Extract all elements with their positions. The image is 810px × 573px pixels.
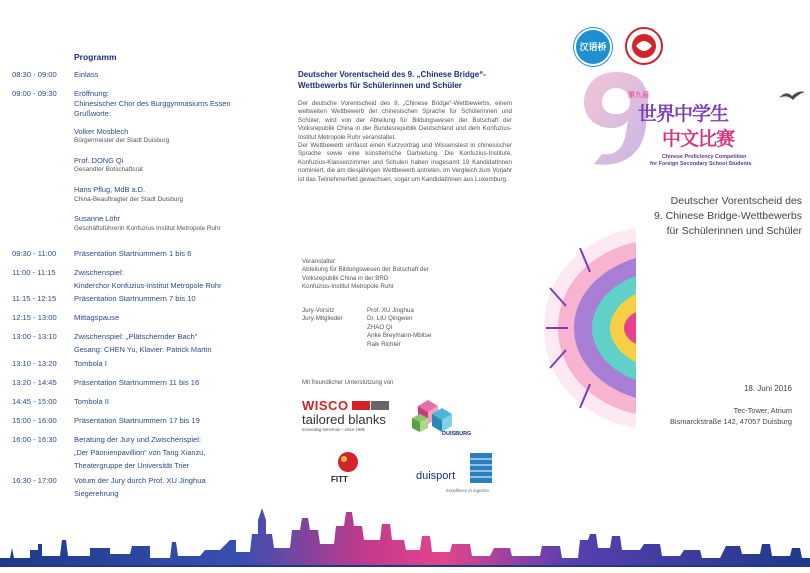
cover-title-line: Deutscher Vorentscheid des: [670, 195, 802, 207]
jury-member: Prof. XU Jinghua: [367, 307, 414, 314]
wisco-name: WISCO: [302, 398, 349, 413]
chinese-bridge-badge: 汉语桥: [574, 28, 612, 66]
program-title: Programm: [74, 52, 117, 62]
event-heading-line: Wettbewerbs für Schülerinnen und Schüler: [298, 80, 462, 90]
speaker-role: Gesandter Botschaftsrat: [74, 166, 143, 173]
schedule-time: 08:30 - 09:00: [12, 70, 57, 79]
speaker-role: Bürgermeister der Stadt Duisburg: [74, 137, 170, 144]
schedule-time: 15:00 - 16:00: [12, 416, 57, 425]
event-address: [540, 405, 792, 427]
speaker-role: Geschäftsführerin Konfuzius Institut Metropole Ruhr: [74, 225, 221, 232]
schedule-desc: Präsentation Startnummern 7 bis 10: [74, 294, 196, 303]
interlude-detail: Theatergruppe der Universität Trier: [74, 461, 190, 470]
event-description: [298, 100, 512, 184]
speaker-role: China-Beauftragter der Stadt Duisburg: [74, 196, 184, 203]
wisco-grey-bar: [371, 401, 389, 410]
support-label: Mit freundlicher Unterstützung von: [302, 380, 394, 386]
bird-icon: [778, 88, 806, 102]
competition-name-en: [650, 154, 752, 167]
address-line: Bismarckstraße 142, 47057 Duisburg: [669, 417, 792, 426]
jury-chair-label: Jury-Vorsitz: [302, 307, 335, 314]
speaker-name: Volker Mosblech: [74, 127, 129, 136]
greetings-label: Grußworte:: [74, 109, 111, 118]
schedule-desc: Votum der Jury durch Prof. XU Jinghua: [74, 476, 206, 485]
schedule-time: 13:10 - 13:20: [12, 359, 57, 368]
cover-title: [540, 194, 802, 239]
description-paragraph: Der Wettbewerb umfasst einen Kurzvortrag und Wissenstest in chinesischer Sprache sowie eine künstlerische Darbietung. Die Konfuzius-Institute, Konfuzius-Klassenzimmer und Schulen haben insgesamt 19 KandidatInnen nominiert, die am diesjährigen Wettbewerb antreten. Im Vergleich zum Vorjahr ist das Teilnehmerfeld gewachsen, sogar um KandidatInnen aus Luxemburg.: [298, 142, 512, 183]
city-skyline-graphic: [0, 500, 810, 573]
event-heading: [298, 70, 518, 91]
jury-member: Dr. LIU Qingwen: [367, 315, 413, 323]
schedule-desc: Präsentation Startnummern 1 bis 6: [74, 249, 192, 258]
cover-title-line: für Schülerinnen und Schüler: [666, 225, 802, 237]
organizer-line: Abteilung für Bildungswesen der Botschaft der: [302, 266, 429, 274]
jury-member: Raik Richter: [367, 340, 401, 348]
schedule-desc: Zwischenspiel:: [74, 268, 124, 277]
speaker-name: Prof. DONG Qi: [74, 156, 124, 165]
competition-name-cn-2: 中文比赛: [662, 129, 735, 150]
schedule-desc: Einlass: [74, 70, 99, 79]
fitt-globe-icon: [334, 451, 362, 473]
description-paragraph: Der deutsche Vorentscheid des 9. „Chinese Bridge“-Wettbewerbs, einem weltweiten Wettbewerb der chinesischen Sprache für Schülerinnen und Schüler, wird von der Abteilung für Bildungswesen der Botschaft der Volksrepublik China in der Bundesrepublik Deutschland und dem Konfuzius-Institut Metropole Ruhr veranstaltet.: [298, 100, 512, 141]
info-panel: [270, 0, 540, 573]
schedule-desc: Beratung der Jury und Zwischenspiel:: [74, 435, 202, 444]
wisco-tagline: Innovating tomorrow – since 1985: [302, 427, 365, 432]
award-ceremony: Siegerehrung: [74, 489, 119, 498]
duisburg-label: DUISBURG: [442, 431, 472, 437]
interlude-detail: Kinderchor Konfuzius-Institut Metropole Ruhr: [74, 281, 222, 290]
mandala-graphic: [540, 228, 636, 428]
competition-name-en-line: Chinese Proficiency Competition: [662, 154, 747, 160]
schedule-time: 09:30 - 11:00: [12, 249, 57, 258]
duisport-label: duisport: [416, 470, 456, 482]
jury-member: ZHAO Qi: [367, 323, 393, 331]
schedule-desc: Eröffnung:: [74, 89, 109, 98]
program-panel: [0, 0, 270, 573]
schedule-time: 16:00 - 16:30: [12, 435, 57, 444]
schedule-desc: Präsentation Startnummern 17 bis 19: [74, 416, 200, 425]
fitt-label: FITT: [331, 475, 348, 484]
jury-member: Anke Breymann-Mbitse: [367, 332, 432, 340]
edition-label: 第九届: [628, 92, 649, 99]
event-date: 18. Juni 2016: [743, 384, 792, 393]
wisco-logo: [302, 398, 402, 440]
duisport-tagline: excellence in logistics: [446, 488, 490, 493]
schedule-desc: Tombola I: [74, 359, 107, 368]
opening-choir: Chinesischer Chor des Burggymnasiums Essen: [74, 99, 231, 108]
interlude-detail: „Der Päonienpavillion“ von Tang Xianzu,: [74, 448, 206, 457]
wisco-red-bar: [352, 401, 370, 410]
schedule-time: 14:45 - 15:00: [12, 397, 57, 406]
schedule-desc: Mittagspause: [74, 313, 120, 322]
schedule-desc: Zwischenspiel: „Plätschernder Bach“: [74, 332, 198, 341]
speaker-name: Susanne Löhr: [74, 214, 121, 223]
schedule-time: 11:15 - 12:15: [12, 294, 57, 303]
jury-list: [367, 307, 431, 349]
organizer-line: Volksrepublik China in der BRD: [302, 274, 389, 282]
duisport-icon: [468, 451, 494, 485]
competition-name-cn-1: 世界中学生: [638, 104, 729, 125]
schedule-time: 11:00 - 11:15: [12, 268, 56, 277]
schedule-desc: Tombola II: [74, 397, 110, 406]
organizer-line: Konfuzius-Institut Metropole Ruhr: [302, 283, 394, 291]
cover-title-line: 9. Chinese Bridge-Wettbewerbs: [653, 210, 802, 222]
organizer-label: Veranstalter:: [302, 258, 337, 265]
organizer-block: [302, 258, 429, 292]
schedule-time: 13:00 - 13:10: [12, 332, 57, 341]
competition-name-en-line: for Foreign Secondary School Students: [650, 160, 752, 167]
hanban-emblem-icon: [624, 26, 664, 66]
schedule-desc: Präsentation Startnummern 11 bis 16: [74, 378, 200, 387]
schedule-time: 09:00 - 09:30: [12, 89, 57, 98]
schedule-time: 12:15 - 13:00: [12, 313, 57, 322]
event-heading-line: Deutscher Vorentscheid des 9. „Chinese Bridge“-: [298, 70, 486, 79]
schedule-time: 13:20 - 14:45: [12, 378, 57, 387]
speaker-name: Hans Pflug, MdB a.D.: [74, 185, 146, 194]
interlude-detail: Gesang: CHEN Yu, Klavier: Patrick Martin: [74, 345, 212, 354]
wisco-subname: tailored blanks: [302, 412, 386, 427]
jury-members-label: Jury-Mitglieder: [302, 315, 343, 323]
schedule-time: 16:30 - 17:00: [12, 476, 57, 485]
address-line: Tec-Tower, Atrium: [733, 406, 792, 415]
cover-panel: [540, 0, 810, 573]
jury-labels: [302, 307, 343, 324]
